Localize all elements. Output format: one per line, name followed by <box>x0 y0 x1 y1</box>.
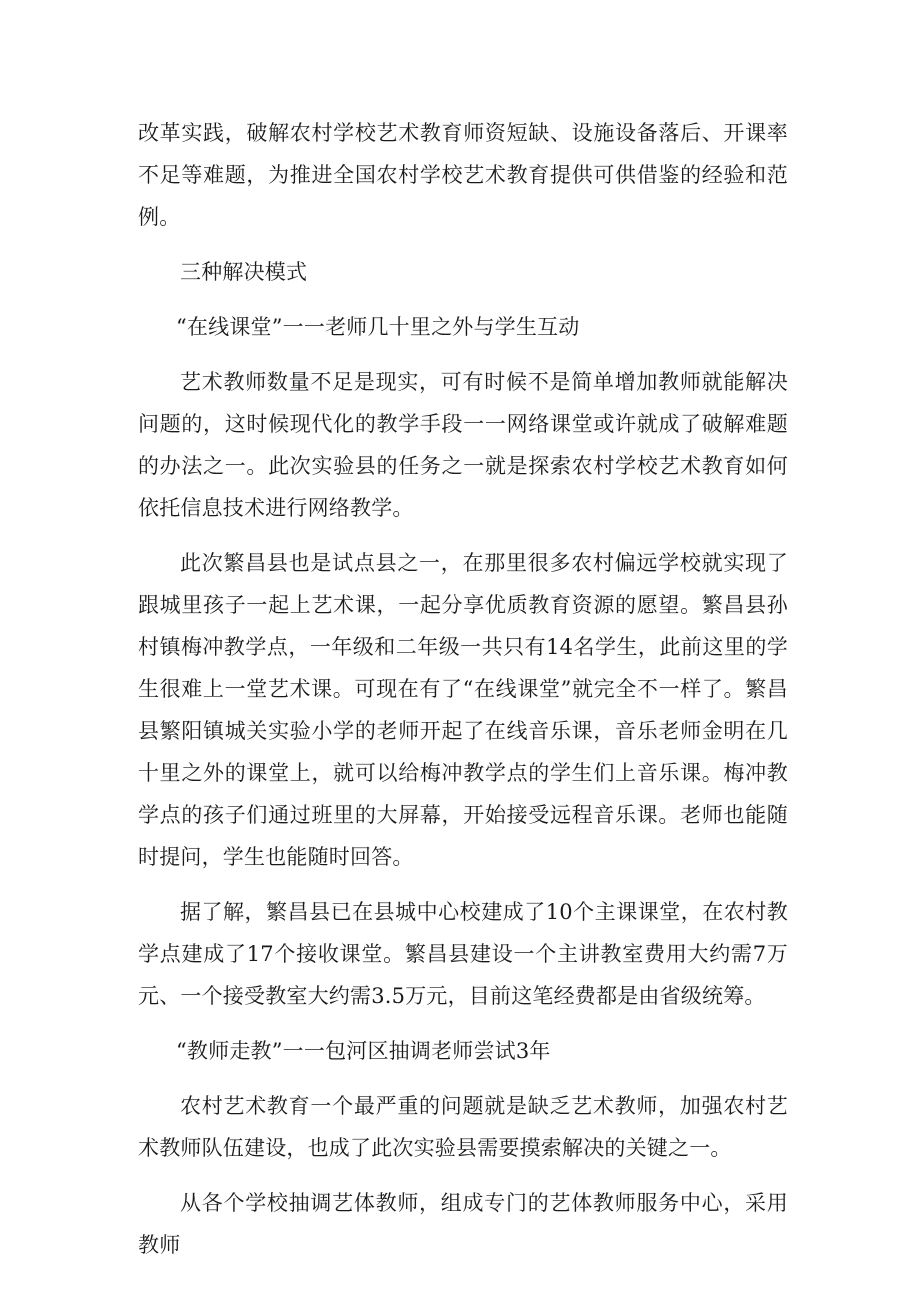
subheading-online-classroom: “在线课堂”一一老师几十里之外与学生互动 <box>176 315 580 339</box>
paragraph: 据了解，繁昌县已在县城中心校建成了10个主课课堂，在农村教学点建成了17个接收课堂。繁昌县建设一个主讲教室费用大约需7万元、一个接受教室大约需3.5万元，目前这笔经费都是由省级统筹。 <box>138 900 788 1008</box>
section-heading: 三种解决模式 <box>180 260 308 284</box>
paragraph: 艺术教师数量不足是现实，可有时候不是简单增加教师就能解决问题的，这时候现代化的教学手段一一网络课堂或许就成了破解难题的办法之一。此次实验县的任务之一就是探索农村学校艺术教育如何依托信息技术进行网络教学。 <box>138 370 788 520</box>
paragraph: 此次繁昌县也是试点县之一，在那里很多农村偏远学校就实现了跟城里孩子一起上艺术课，一起分享优质教育资源的愿望。繁昌县孙村镇梅冲教学点，一年级和二年级一共只有14名学生，此前这里的学生很难上一堂艺术课。可现在有了“在线课堂”就完全不一样了。繁昌县繁阳镇城关实验小学的老师开起了在线音乐课，音乐老师金明在几十里之外的课堂上，就可以给梅冲教学点的学生们上音乐课。梅冲教学点的孩子们通过班里的大屏幕，开始接受远程音乐课。老师也能随时提问，学生也能随时回答。 <box>138 551 788 869</box>
document-body <box>138 112 788 1266</box>
paragraph-truncated: 从各个学校抽调艺体教师，组成专门的艺体教师服务中心，采用教师 <box>138 1191 788 1257</box>
paragraph-continued: 改革实践，破解农村学校艺术教育师资短缺、设施设备落后、开课率不足等难题，为推进全国农村学校艺术教育提供可供借鉴的经验和范例。 <box>138 121 788 229</box>
subheading-teacher-rotation: “教师走教”一一包河区抽调老师尝试3年 <box>176 1039 551 1063</box>
paragraph: 农村艺术教育一个最严重的问题就是缺乏艺术教师，加强农村艺术教师队伍建设，也成了此次实验县需要摸索解决的关键之一。 <box>138 1094 788 1160</box>
